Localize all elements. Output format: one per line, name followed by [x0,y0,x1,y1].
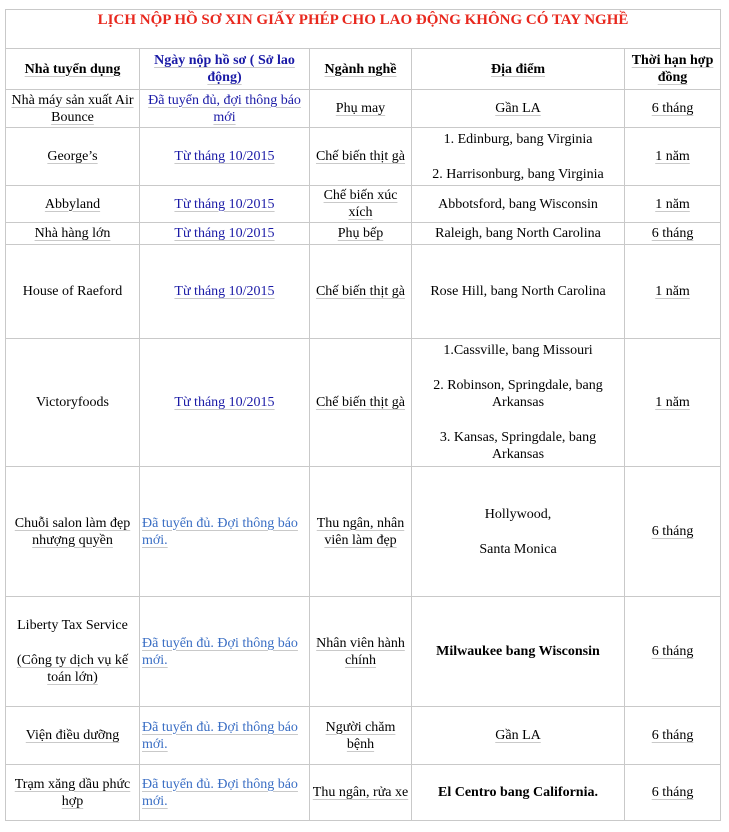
occupation-cell: Thu ngân, rửa xe [310,765,412,821]
date-cell: Từ tháng 10/2015 [140,245,310,339]
header-date: Ngày nộp hồ sơ ( Sở lao động) [140,49,310,90]
header-row [6,49,721,90]
table-row [6,245,721,339]
occupation-cell: Chế biến xúc xích [310,186,412,223]
location-cell: Milwaukee bang Wisconsin [412,597,625,707]
date-cell: Từ tháng 10/2015 [140,223,310,245]
table-row [6,90,721,128]
table-row [6,128,721,186]
date-cell: Từ tháng 10/2015 [140,128,310,186]
header-employer: Nhà tuyển dụng [6,49,140,90]
duration-cell: 6 tháng [625,90,721,128]
employer-cell: Abbyland [6,186,140,223]
employer-cell: George’s [6,128,140,186]
schedule-document [5,9,720,821]
duration-cell: 6 tháng [625,707,721,765]
header-duration: Thời hạn hợp đồng [625,49,721,90]
header-occupation: Ngành nghề [310,49,412,90]
date-cell: Đã tuyển đủ. Đợi thông báo mới. [140,707,310,765]
occupation-cell: Nhân viên hành chính [310,597,412,707]
location-cell: 1. Edinburg, bang Virginia 2. Harrisonburg, bang Virginia [412,128,625,186]
date-cell: Từ tháng 10/2015 [140,339,310,467]
location-cell: Rose Hill, bang North Carolina [412,245,625,339]
date-cell: Từ tháng 10/2015 [140,186,310,223]
table-title: LỊCH NỘP HỒ SƠ XIN GIẤY PHÉP CHO LAO ĐỘNG KHÔNG CÓ TAY NGHỀ [6,10,721,49]
date-cell: Đã tuyển đủ. Đợi thông báo mới. [140,467,310,597]
employer-cell: Nhà máy sản xuất Air Bounce [6,90,140,128]
duration-cell: 1 năm [625,245,721,339]
schedule-table [5,9,721,821]
location-cell: Gần LA [412,707,625,765]
table-row [6,186,721,223]
location-cell: El Centro bang California. [412,765,625,821]
duration-cell: 1 năm [625,128,721,186]
duration-cell: 6 tháng [625,467,721,597]
occupation-cell: Phụ bếp [310,223,412,245]
date-cell: Đã tuyển đủ. Đợi thông báo mới. [140,765,310,821]
employer-cell: Victoryfoods [6,339,140,467]
date-cell: Đã tuyển đủ. Đợi thông báo mới. [140,597,310,707]
duration-cell: 6 tháng [625,765,721,821]
employer-cell: Nhà hàng lớn [6,223,140,245]
duration-cell: 6 tháng [625,597,721,707]
duration-cell: 1 năm [625,186,721,223]
date-cell: Đã tuyển đủ, đợi thông báo mới [140,90,310,128]
location-cell: Hollywood, Santa Monica [412,467,625,597]
occupation-cell: Chế biến thịt gà [310,245,412,339]
location-cell: Raleigh, bang North Carolina [412,223,625,245]
duration-cell: 6 tháng [625,223,721,245]
occupation-cell: Người chăm bệnh [310,707,412,765]
occupation-cell: Thu ngân, nhân viên làm đẹp [310,467,412,597]
location-cell: Gần LA [412,90,625,128]
table-row [6,339,721,467]
employer-cell: Liberty Tax Service (Công ty dịch vụ kế toán lớn) [6,597,140,707]
duration-cell: 1 năm [625,339,721,467]
table-row [6,597,721,707]
location-cell: Abbotsford, bang Wisconsin [412,186,625,223]
table-row [6,223,721,245]
table-row [6,467,721,597]
location-cell: 1.Cassville, bang Missouri 2. Robinson, Springdale, bang Arkansas 3. Kansas, Springdale, bang Arkansas [412,339,625,467]
employer-cell: Trạm xăng dầu phức hợp [6,765,140,821]
occupation-cell: Phụ may [310,90,412,128]
employer-cell: House of Raeford [6,245,140,339]
employer-cell: Viện điều dưỡng [6,707,140,765]
table-row [6,707,721,765]
occupation-cell: Chế biến thịt gà [310,128,412,186]
employer-cell: Chuỗi salon làm đẹp nhượng quyền [6,467,140,597]
table-row [6,765,721,821]
header-location: Địa điểm [412,49,625,90]
occupation-cell: Chế biến thịt gà [310,339,412,467]
